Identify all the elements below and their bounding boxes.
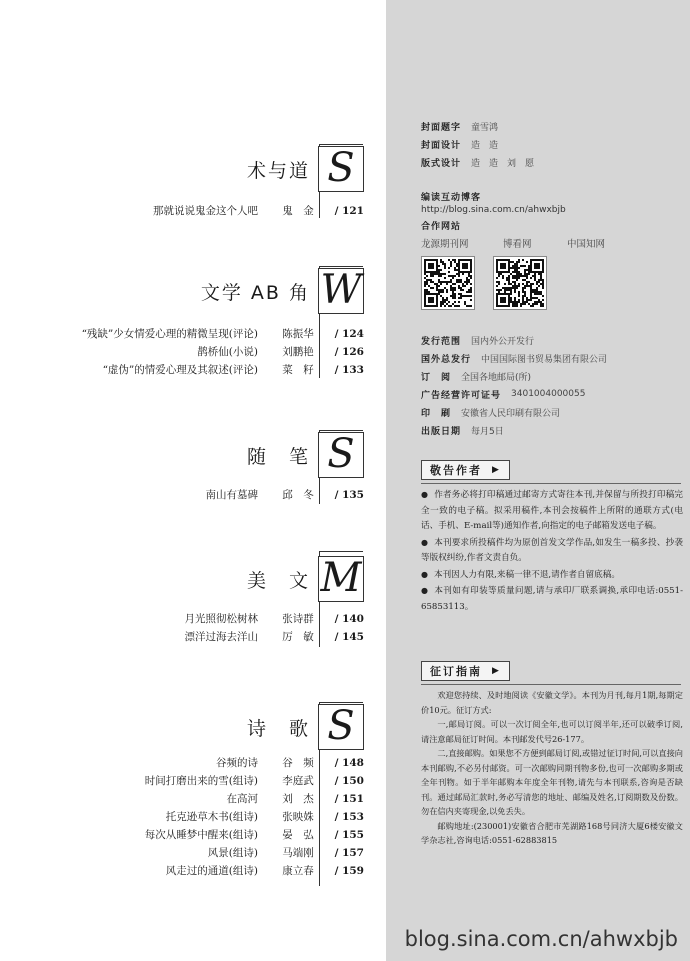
blog-label: 编读互动博客 [421,193,482,203]
notice-list [421,487,683,615]
toc-entry[interactable]: 时间打磨出来的雪(组诗) 李庭武 / 150 [144,775,364,787]
publish-info-block: 发行范围 国内外公开发行 国外总发行 中国国际图书贸易集团有限公司 订 阅 全国各地邮局(所) 广告经营许可证号 3401004000055 印 刷 安徽省人民印刷有限公司 出版日期 每月5日 [421,336,608,437]
toc-entry[interactable]: 南山有墓碑 邱 冬 / 135 [205,489,364,501]
play-arrow-icon: ▶ [492,666,501,676]
bullet-icon: ● [421,490,429,499]
section-letter-box: M [318,556,364,602]
qr-code-icon [493,256,547,310]
section-title: 诗 歌 [246,717,310,740]
toc-entry[interactable]: 在高河 刘 杰 / 151 [226,793,364,805]
toc-entry[interactable]: 漂洋过海去洋山 厉 敏 / 145 [184,631,364,643]
subscribe-guide: 欢迎您持续、及时地阅读《安徽文学》。本刊为月刊,每月1期,每期定价10元。征订方式: 一,邮局订阅。可以一次订阅全年,也可以订阅半年,还可以破季订阅,请注意邮局征订时间。本刊邮发代号26-177。 二,直接邮购。如果您不方便到邮局订阅,或错过征订时间,可以直接向本刊邮购,不必另付邮资。可一次邮购同期刊物多份,也可一次邮购多期或全年刊物。如于半年邮购本年度全年刊物,请先与本刊联系,咨询是否缺刊。通过邮局汇款时,务必写清您的地址、邮编及姓名,订阅期数及份数。勿在信内夹寄现金,以免丢失。 邮购地址:(230001)安徽省合肥市芜湖路168号同济大厦6楼安徽文学杂志社,咨询电话:0551-62883815 [421,690,683,845]
bullet-icon: ● [421,569,428,579]
section-letter-box: S [318,432,364,478]
qr-code-icon [421,256,475,310]
partner-site[interactable]: 中国知网 [567,239,606,250]
watermark: blog.sina.com.cn/ahwxbjb [404,927,678,951]
toc-entry[interactable]: 月光照彻松树林 张诗群 / 140 [184,613,364,625]
notice-heading: 敬告作者 ▶ [421,460,510,480]
credits-block: 封面题字 童雪鸿 封面设计 造 造 版式设计 造 造 刘 愿 [421,122,535,169]
toc-entry[interactable]: “虚伪”的情爱心理及其叙述(评论) 菜 籽 / 133 [102,364,364,376]
section-letter-box: S [318,146,364,192]
toc-entry[interactable]: 托克逊草木书(组诗) 张映姝 / 153 [165,811,364,823]
bullet-icon: ● [421,537,429,547]
section-letter-box: W [318,268,364,314]
divider [421,684,681,685]
toc-entry[interactable]: 谷频的诗 谷 频 / 148 [216,757,364,769]
partner-label: 合作网站 [421,222,462,232]
section-letter-box: S [318,704,364,750]
play-arrow-icon: ▶ [492,465,501,475]
partner-site[interactable]: 龙源期刊网 [421,239,469,250]
toc-entry[interactable]: 每次从睡梦中醒来(组诗) 晏 弘 / 155 [144,829,364,841]
list-item: ● 本刊因人力有限,来稿一律不退,请作者自留底稿。 [421,569,620,580]
toc-entry[interactable]: “残缺”少女情爱心理的精微呈现(评论) 陈振华 / 124 [81,328,364,340]
section-title: 术与道 [246,159,310,182]
partner-site[interactable]: 博看网 [503,239,532,250]
toc-entry[interactable]: 风走过的通道(组诗) 康立春 / 159 [165,865,364,877]
blog-url[interactable]: http://blog.sina.com.cn/ahwxbjb [421,205,566,215]
divider-horizontal [319,551,363,552]
toc-entry[interactable]: 那就说说鬼金这个人吧 鬼 金 / 121 [153,205,364,217]
list-item: ● 作者务必将打印稿通过邮寄方式寄往本刊,并保留与所投打印稿完全一致的电子稿。拟采用稿件,本刊会按稿件上所附的通联方式(电话、手机、E-mail等)通知作者,向指定的电子邮箱发送电子稿。 [421,490,684,531]
section-title: 美 文 [246,569,310,592]
list-item: ● 本刊如有印装等质量问题,请与承印厂联系调换,承印电话:0551-65853113。 [421,586,683,612]
toc-entry[interactable]: 风景(组诗) 马端刚 / 157 [207,847,364,859]
bullet-icon: ● [421,586,429,595]
list-item: ● 本刊要求所投稿件均为原创首发文学作品,如发生一稿多投、抄袭等版权纠纷,作者文责自负。 [421,537,684,563]
section-title: 文学 AB 角 [200,281,310,304]
section-title: 随 笔 [246,445,310,468]
toc-entry[interactable]: 鹊桥仙(小说) 刘鹏艳 / 126 [197,346,364,358]
subscribe-heading: 征订指南 ▶ [421,661,510,681]
divider [421,483,681,484]
blog-block [421,190,566,233]
